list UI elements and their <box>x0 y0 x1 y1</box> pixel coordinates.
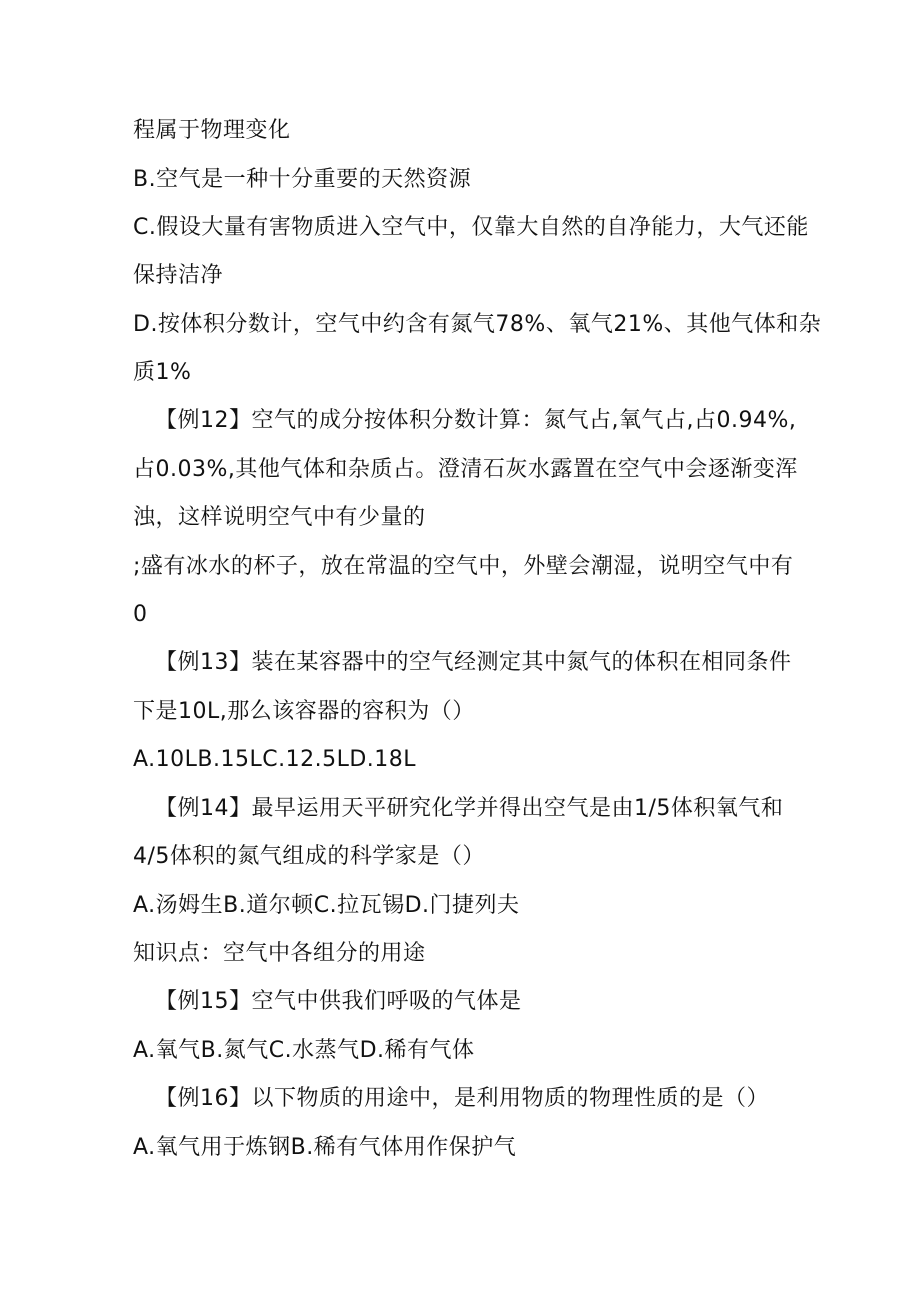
example-16-options: A.氧气用于炼钢B.稀有气体用作保护气 <box>133 1135 517 1160</box>
text-line: ;盛有冰水的杯子，放在常温的空气中，外壁会潮湿，说明空气中有 <box>133 554 794 579</box>
example-14-options: A.汤姆生B.道尔顿C.拉瓦锡D.门捷列夫 <box>133 893 520 918</box>
text-line: 浊，这样说明空气中有少量的 <box>133 505 426 530</box>
example-15-options: A.氧气B.氮气C.水蒸气D.稀有气体 <box>133 1038 475 1063</box>
example-13-heading: 【例13】装在某容器中的空气经测定其中氮气的体积在相同条件 <box>155 650 792 675</box>
text-line: 0 <box>133 602 148 627</box>
example-15-heading: 【例15】空气中供我们呼吸的气体是 <box>155 989 522 1014</box>
text-line: 质1% <box>133 360 192 385</box>
text-line: 程属于物理变化 <box>133 118 291 143</box>
knowledge-point-heading: 知识点：空气中各组分的用途 <box>133 941 426 966</box>
example-16-heading: 【例16】以下物质的用途中，是利用物质的物理性质的是（） <box>155 1086 769 1111</box>
text-line: 保持洁净 <box>133 263 224 288</box>
option-b: B.空气是一种十分重要的天然资源 <box>133 167 472 192</box>
example-13-options: A.10LB.15LC.12.5LD.18L <box>133 747 417 772</box>
option-c: C.假设大量有害物质进入空气中，仅靠大自然的自净能力，大气还能 <box>133 215 809 240</box>
text-line: 下是10L,那么该容器的容积为（） <box>133 699 475 724</box>
option-d: D.按体积分数计，空气中约含有氮气78%、氧气21%、其他气体和杂 <box>133 312 822 337</box>
text-line: 占0.03%,其他气体和杂质占。澄清石灰水露置在空气中会逐渐变浑 <box>133 457 798 482</box>
example-12-heading: 【例12】空气的成分按体积分数计算：氮气占,氧气占,占0.94%, <box>155 408 797 433</box>
example-14-heading: 【例14】最早运用天平研究化学并得出空气是由1/5体积氧气和 <box>155 796 784 821</box>
text-line: 4/5体积的氮气组成的科学家是（） <box>133 844 485 869</box>
